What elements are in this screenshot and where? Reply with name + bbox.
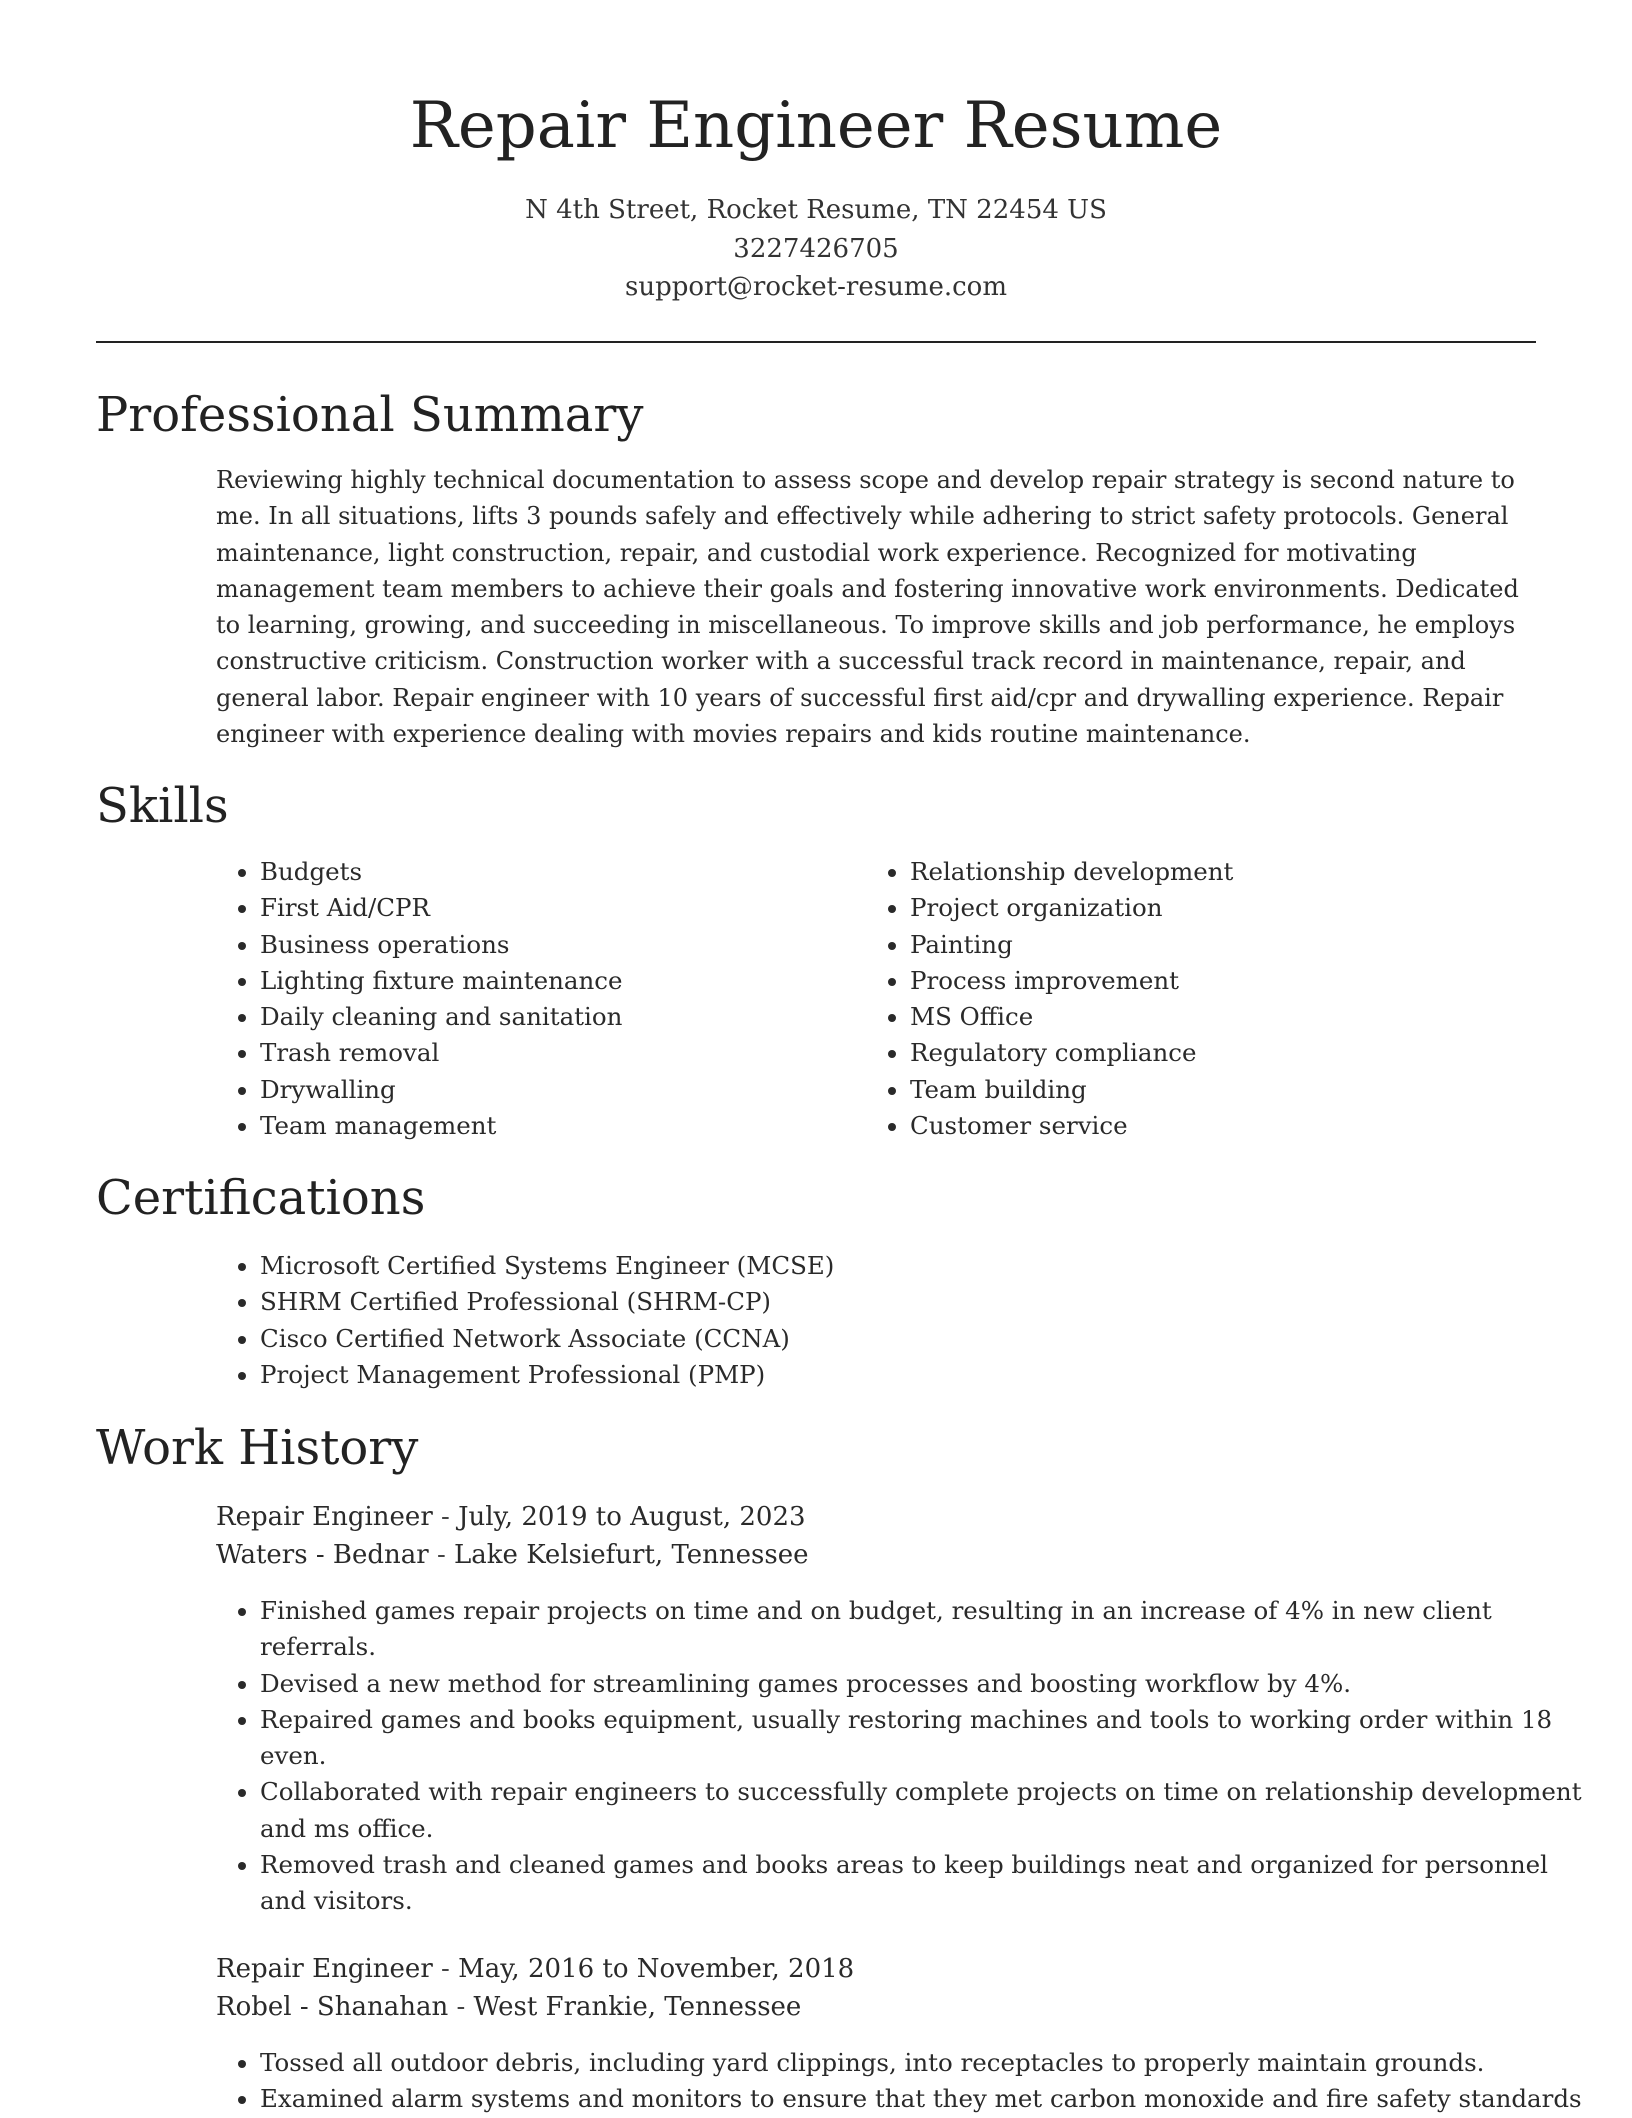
job-bullet: • Removed trash and cleaned games and books areas to keep buildings neat and organized for personnel and visitors. xyxy=(260,1847,1582,1920)
certification-item: • Project Management Professional (PMP) xyxy=(260,1357,1460,1393)
job-company-line xyxy=(216,1536,809,1574)
skill-item: • Team building xyxy=(910,1072,1530,1108)
skill-item: • Team management xyxy=(260,1108,820,1144)
skill-item: • Regulatory compliance xyxy=(910,1035,1530,1071)
summary-heading: Professional Summary xyxy=(96,387,644,443)
skill-item: • MS Office xyxy=(910,999,1530,1035)
skill-item: • Lighting fixture maintenance xyxy=(260,963,820,999)
skill-item: • Budgets xyxy=(260,854,820,890)
job-title: Repair Engineer xyxy=(216,1502,433,1532)
separator: - xyxy=(428,1540,455,1570)
job-dates: July, 2019 to August, 2023 xyxy=(458,1502,806,1532)
header-divider xyxy=(96,341,1536,343)
certifications-list xyxy=(216,1248,1460,1393)
skill-item: • Trash removal xyxy=(260,1035,820,1071)
separator: - xyxy=(432,1502,459,1532)
skill-item: • Relationship development xyxy=(910,854,1530,890)
job-bullet: • Tossed all outdoor debris, including yard clippings, into receptacles to properly maintain grounds. xyxy=(260,2045,1582,2081)
resume-title: Repair Engineer Resume xyxy=(409,89,1223,163)
job-bullets xyxy=(216,1593,1582,1920)
skills-list-left xyxy=(216,854,820,1144)
skill-item: • Painting xyxy=(910,927,1530,963)
job-bullets xyxy=(216,2045,1582,2118)
contact-address: N 4th Street, Rocket Resume, TN 22454 US xyxy=(525,195,1107,225)
skill-item: • Business operations xyxy=(260,927,820,963)
job-title-line xyxy=(216,1498,806,1536)
job-company: Robel - Shanahan xyxy=(216,1992,449,2022)
skill-item: • Drywalling xyxy=(260,1072,820,1108)
skills-heading: Skills xyxy=(96,778,229,834)
work-history-heading: Work History xyxy=(96,1420,419,1476)
skill-item: • Customer service xyxy=(910,1108,1530,1144)
certification-item: • SHRM Certified Professional (SHRM-CP) xyxy=(260,1284,1460,1320)
summary-text: Reviewing highly technical documentation to assess scope and develop repair strategy is second nature to me. In all situations, lifts 3 pounds safely and effectively while adhering to strict safety protocols. General maintenance, light construction, repair, and custodial work experience. Recognized for motivating management team members to achieve their goals and fostering innovative work environments. Dedicated to learning, growing, and succeeding in miscellaneous. To improve skills and job performance, he employs constructive criticism. Construction worker with a successful track record in maintenance, repair, and general labor. Repair engineer with 10 years of successful first aid/cpr and drywalling experience. Repair engineer with experience dealing with movies repairs and kids routine maintenance. xyxy=(216,466,1519,749)
certification-item: • Microsoft Certified Systems Engineer (MCSE) xyxy=(260,1248,1460,1284)
skill-item: • Project organization xyxy=(910,890,1530,926)
certifications-heading: Certifications xyxy=(96,1170,426,1226)
job-company: Waters - Bednar xyxy=(216,1540,429,1570)
job-title: Repair Engineer xyxy=(216,1954,433,1984)
certification-item: • Cisco Certified Network Associate (CCNA) xyxy=(260,1321,1460,1357)
contact-email: support@rocket-resume.com xyxy=(624,272,1007,302)
job-bullet: • Finished games repair projects on time and on budget, resulting in an increase of 4% in new client referrals. xyxy=(260,1593,1582,1666)
job-bullet: • Repaired games and books equipment, usually restoring machines and tools to working order within 18 even. xyxy=(260,1702,1582,1775)
job-location: Lake Kelsiefurt, Tennessee xyxy=(454,1540,809,1570)
job-bullet: • Collaborated with repair engineers to successfully complete projects on time on relationship development and ms office. xyxy=(260,1774,1582,1847)
job-dates: May, 2016 to November, 2018 xyxy=(458,1954,855,1984)
skills-list-right xyxy=(866,854,1530,1144)
job-company-line xyxy=(216,1988,801,2026)
job-title-line xyxy=(216,1950,854,1988)
skill-item: • First Aid/CPR xyxy=(260,890,820,926)
contact-phone: 3227426705 xyxy=(733,234,899,264)
job-bullet: • Devised a new method for streamlining games processes and boosting workflow by 4%. xyxy=(260,1666,1582,1702)
skill-item: • Process improvement xyxy=(910,963,1530,999)
skill-item: • Daily cleaning and sanitation xyxy=(260,999,820,1035)
separator: - xyxy=(432,1954,459,1984)
job-location: West Frankie, Tennessee xyxy=(473,1992,802,2022)
job-bullet: • Examined alarm systems and monitors to ensure that they met carbon monoxide and fire safety standards xyxy=(260,2081,1582,2117)
separator: - xyxy=(448,1992,474,2022)
